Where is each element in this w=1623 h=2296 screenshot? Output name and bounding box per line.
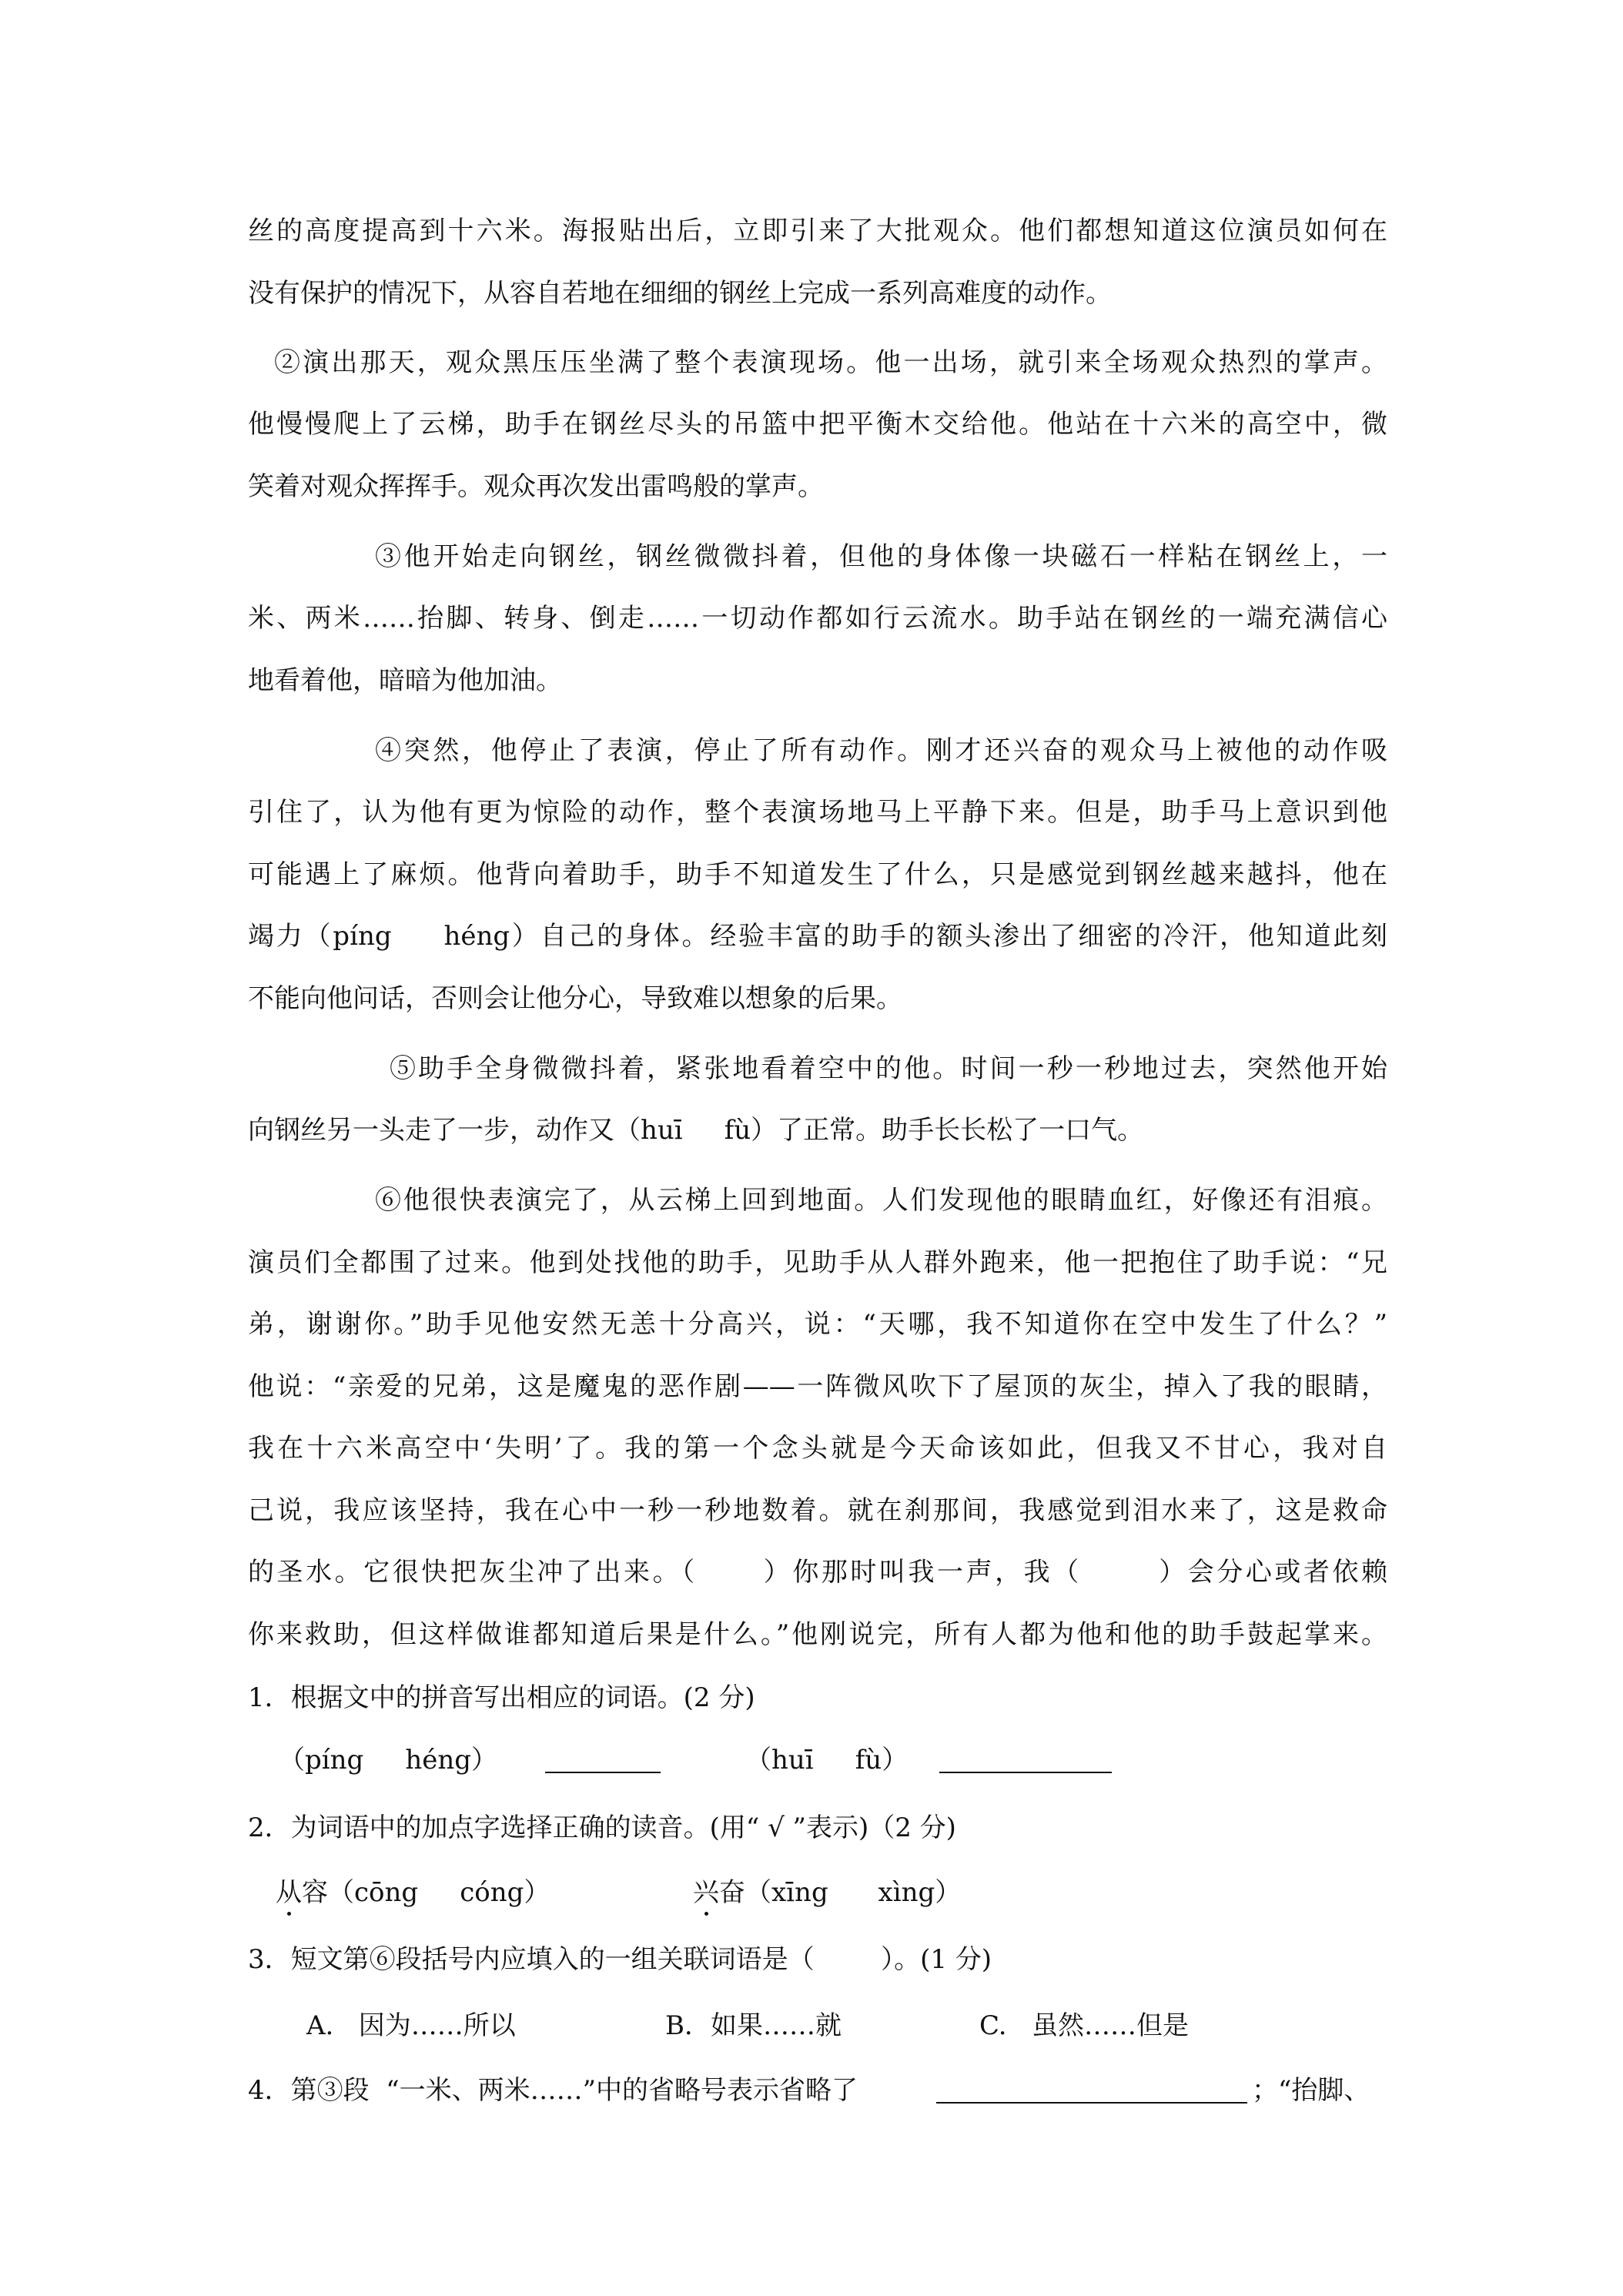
passage-line: 的圣水。它很快把灰尘冲了出来。（ ）你那时叫我一声，我（ ）会分心或者依赖 (248, 1557, 1387, 1588)
question-3: 3．短文第⑥段括号内应填入的一组关联词语是（ ）。(1 分) (248, 1944, 992, 1975)
passage-line: ④突然，他停止了表演，停止了所有动作。刚才还兴奋的观众马上被他的动作吸 (375, 735, 1387, 766)
passage-line: ②演出那天，观众黑压压坐满了整个表演现场。他一出场，就引来全场观众热烈的掌声。 (274, 347, 1387, 378)
passage-line: 可能遇上了麻烦。他背向着助手，助手不知道发生了什么，只是感觉到钢丝越来越抖，他在 (248, 859, 1387, 890)
passage-line: 他慢慢爬上了云梯，助手在钢丝尽头的吊篮中把平衡木交给他。他站在十六米的高空中，微 (248, 409, 1387, 440)
passage-line: ⑥他很快表演完了，从云梯上回到地面。人们发现他的眼睛血红，好像还有泪痕。 (375, 1185, 1387, 1216)
q1-pinyin-b: （huī fù） (745, 1745, 909, 1776)
q2-word-b-rest: 奋（xīng xìng） (719, 1877, 962, 1908)
q4-answer-blank[interactable] (936, 2075, 1247, 2106)
q2-word-a (276, 1877, 550, 1908)
q1-pinyin-a: （píng héng） (279, 1745, 498, 1776)
passage-line: ③他开始走向钢丝，钢丝微微抖着，但他的身体像一块磁石一样粘在钢丝上，一 (375, 541, 1387, 572)
question-1: 1．根据文中的拼音写出相应的词语。(2 分) (248, 1682, 755, 1713)
q3-option-a[interactable]: A. 因为……所以 (306, 2010, 516, 2041)
passage-line: 没有保护的情况下，从容自若地在细细的钢丝上完成一系列高难度的动作。 (248, 278, 1112, 309)
question-4-suffix: ；“抬脚、 (1252, 2075, 1370, 2106)
passage-line: 己说，我应该坚持，我在心中一秒一秒地数着。就在刹那间，我感觉到泪水来了，这是救命 (248, 1495, 1387, 1526)
q3-option-c[interactable]: C. 虽然……但是 (979, 2010, 1190, 2041)
q3-option-b[interactable]: B．如果……就 (665, 2010, 842, 2041)
question-4-prefix: 4．第③段 “一米、两米……”中的省略号表示省略了 (248, 2075, 858, 2106)
passage-line: 你来救助，但这样做谁都知道后果是什么。”他刚说完，所有人都为他和他的助手鼓起掌来。 (248, 1619, 1387, 1650)
passage-line: 向钢丝另一头走了一步，动作又（huī fù）了正常。助手长长松了一口气。 (248, 1115, 1144, 1146)
q1-answer-blank-b[interactable] (939, 1745, 1112, 1776)
passage-line: 竭力（píng héng）自己的身体。经验丰富的助手的额头渗出了细密的冷汗，他知道此刻 (248, 921, 1387, 952)
passage-line: 引住了，认为他有更为惊险的动作，整个表演场地马上平静下来。但是，助手马上意识到他 (248, 797, 1387, 828)
passage-line: 演员们全都围了过来。他到处找他的助手，见助手从人群外跑来，他一把抱住了助手说：“兄 (248, 1247, 1387, 1278)
q2-word-a-rest: 容（cōng cóng） (302, 1877, 550, 1908)
passage-line: ⑤助手全身微微抖着，紧张地看着空中的他。时间一秒一秒地过去，突然他开始 (390, 1053, 1387, 1084)
q2-dotted-char-a: 从 (276, 1877, 302, 1908)
passage-line: 笑着对观众挥挥手。观众再次发出雷鸣般的掌声。 (248, 471, 824, 502)
passage-line: 不能向他问话，否则会让他分心，导致难以想象的后果。 (248, 983, 902, 1014)
q2-word-b (693, 1877, 961, 1908)
passage-line: 弟，谢谢你。”助手见他安然无恙十分高兴，说：“天哪，我不知道你在空中发生了什么？” (248, 1309, 1387, 1340)
question-2: 2．为词语中的加点字选择正确的读音。(用“ √ ”表示)（2 分) (248, 1812, 956, 1843)
q2-dotted-char-b: 兴 (693, 1877, 719, 1908)
q1-answer-blank-a[interactable] (545, 1745, 661, 1776)
passage-line: 地看着他，暗暗为他加油。 (248, 665, 562, 696)
passage-line: 他说：“亲爱的兄弟，这是魔鬼的恶作剧——一阵微风吹下了屋顶的灰尘，掉入了我的眼睛， (248, 1371, 1387, 1402)
passage-line: 米、两米……抬脚、转身、倒走……一切动作都如行云流水。助手站在钢丝的一端充满信心 (248, 603, 1387, 634)
passage-line: 我在十六米高空中‘失明’了。我的第一个念头就是今天命该如此，但我又不甘心，我对自 (248, 1433, 1387, 1464)
passage-line: 丝的高度提高到十六米。海报贴出后，立即引来了大批观众。他们都想知道这位演员如何在 (248, 216, 1387, 246)
